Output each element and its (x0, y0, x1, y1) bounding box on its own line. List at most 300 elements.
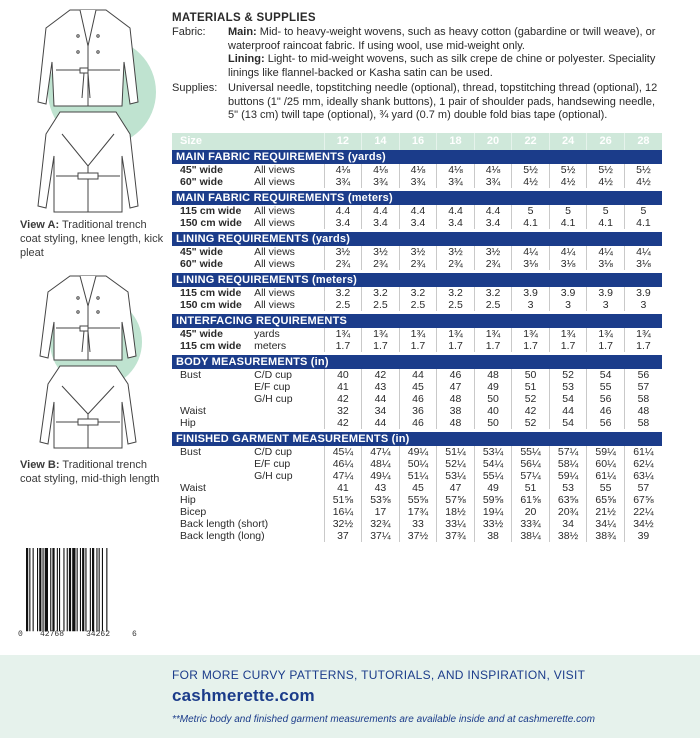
table-cell: 5 (587, 205, 625, 217)
table-cell: 51¼ (437, 446, 475, 458)
barcode-bar (33, 548, 34, 631)
table-cell: 46 (587, 405, 625, 417)
barcode-bar (85, 548, 86, 631)
table-row (172, 217, 662, 229)
table-cell: 61¼ (624, 446, 662, 458)
row-sublabel: C/D cup (254, 445, 293, 458)
view-b-desc: Traditional trench coat styling, mid-thigh length (20, 459, 160, 485)
table-cell: 20 (512, 506, 550, 518)
section-title: LINING REQUIREMENTS (yards) (172, 232, 662, 246)
main-fabric-line (228, 26, 662, 53)
table-cell: 48 (437, 417, 475, 429)
barcode-digit-start: 0 (18, 630, 23, 639)
row-label: Hip (180, 416, 196, 429)
table-cell: 40 (324, 369, 362, 381)
table-cell: 44 (362, 393, 400, 405)
table-cell: 3⅛ (512, 258, 550, 270)
table-row (172, 470, 662, 482)
size-label: Size (172, 133, 254, 150)
table-cell: 2¾ (399, 258, 437, 270)
size-header-cell: 14 (362, 133, 400, 150)
table-cell: 46¼ (324, 458, 362, 470)
table-cell: 60¼ (587, 458, 625, 470)
row-label: 150 cm wide (180, 298, 242, 311)
table-cell: 4½ (512, 176, 550, 188)
table-cell: 32¾ (362, 518, 400, 530)
table-cell: 58 (624, 417, 662, 429)
table-cell: 21½ (587, 506, 625, 518)
barcode-bar (92, 548, 94, 631)
table-cell: 55⅝ (399, 494, 437, 506)
section-header-row (172, 432, 662, 446)
section-title: MAIN FABRIC REQUIREMENTS (yards) (172, 150, 662, 164)
table-cell: 4.1 (587, 217, 625, 229)
barcode-bar (29, 548, 30, 631)
view-a-caption (20, 218, 170, 260)
row-sublabel: All views (254, 245, 295, 258)
row-label: Bicep (180, 505, 207, 518)
table-cell: 38½ (549, 530, 587, 542)
table-cell: 3⅛ (624, 258, 662, 270)
table-cell: 57⅝ (437, 494, 475, 506)
table-cell: 34 (549, 518, 587, 530)
table-cell: 3.9 (549, 287, 587, 299)
table-cell: 3½ (474, 246, 512, 258)
table-cell: 52 (512, 417, 550, 429)
row-label (172, 458, 254, 470)
row-label: 115 cm wide (180, 204, 242, 217)
barcode-bar (90, 548, 91, 631)
row-label: Waist (180, 404, 206, 417)
section-header-row (172, 355, 662, 369)
table-cell: 50 (474, 393, 512, 405)
table-cell: 51⅝ (324, 494, 362, 506)
footer-site-link[interactable]: cashmerette.com (172, 686, 315, 705)
table-cell: 56 (624, 369, 662, 381)
table-cell: 1.7 (437, 340, 475, 352)
barcode-bar (82, 548, 84, 631)
table-cell: 4.4 (474, 205, 512, 217)
section-title: BODY MEASUREMENTS (in) (172, 355, 662, 369)
view-b-title: View B: (20, 459, 60, 471)
row-sublabel: All views (254, 163, 295, 176)
section-header-row (172, 232, 662, 246)
row-sublabel (254, 482, 324, 494)
section-title: LINING REQUIREMENTS (meters) (172, 273, 662, 287)
table-cell: 47 (437, 381, 475, 393)
table-cell: 17 (362, 506, 400, 518)
row-sublabel: G/H cup (254, 469, 293, 482)
table-cell: 4.1 (549, 217, 587, 229)
row-sublabel (254, 417, 324, 429)
section-header-row (172, 150, 662, 164)
table-cell: 3.2 (362, 287, 400, 299)
table-cell: 3.2 (474, 287, 512, 299)
table-cell: 3.2 (399, 287, 437, 299)
table-cell: 1.7 (587, 340, 625, 352)
table-cell: 3⅛ (549, 258, 587, 270)
row-label: Bust (180, 368, 202, 381)
table-cell: 47¼ (362, 446, 400, 458)
table-cell: 46 (399, 417, 437, 429)
table-row (172, 246, 662, 258)
view-a-illustration (18, 6, 158, 216)
table-row (172, 518, 662, 530)
table-cell: 59⅝ (474, 494, 512, 506)
table-cell: 5 (624, 205, 662, 217)
fabric-row (172, 26, 662, 80)
row-sublabel: All views (254, 175, 295, 188)
table-cell: 4.4 (362, 205, 400, 217)
barcode-bar (59, 548, 60, 631)
section-header-row (172, 314, 662, 328)
table-cell: 1¾ (437, 328, 475, 340)
table-row (172, 287, 662, 299)
table-cell: 51 (512, 482, 550, 494)
table-cell: 5½ (587, 164, 625, 176)
table-cell: 33¼ (437, 518, 475, 530)
table-row (172, 328, 662, 340)
table-row (172, 482, 662, 494)
table-row (172, 530, 662, 542)
table-cell: 18½ (437, 506, 475, 518)
table-cell: 3.4 (324, 217, 362, 229)
row-sublabel: meters (254, 339, 287, 352)
size-header-cell: 16 (399, 133, 437, 150)
barcode-bar (50, 548, 51, 631)
table-cell: 50 (512, 369, 550, 381)
table-cell: 48 (437, 393, 475, 405)
table-cell: 55¼ (474, 470, 512, 482)
table-cell: 3¾ (324, 176, 362, 188)
right-column (172, 12, 662, 542)
row-sublabel: G/H cup (254, 392, 293, 405)
row-sublabel: All views (254, 257, 295, 270)
table-cell: 3½ (362, 246, 400, 258)
table-cell: 3.4 (362, 217, 400, 229)
left-column (0, 0, 170, 655)
table-cell: 3.2 (324, 287, 362, 299)
table-cell: 2.5 (399, 299, 437, 311)
section-header-row (172, 273, 662, 287)
table-cell: 3 (549, 299, 587, 311)
size-header-cell: 24 (549, 133, 587, 150)
table-cell: 2¾ (474, 258, 512, 270)
row-label: Back length (short) (180, 517, 269, 530)
table-cell: 4.4 (324, 205, 362, 217)
table-cell: 3½ (437, 246, 475, 258)
row-label (172, 381, 254, 393)
row-label: 115 cm wide (180, 286, 242, 299)
table-cell: 1.7 (474, 340, 512, 352)
table-cell: 4⅛ (437, 164, 475, 176)
table-cell: 38¾ (587, 530, 625, 542)
table-cell: 39 (624, 530, 662, 542)
table-row (172, 176, 662, 188)
main-text: Mid- to heavy-weight wovens, such as heavy cotton (gabardine or twill weave), or waterproof raincoat fabric. If using wool, use mid-weight only. (228, 26, 656, 52)
lining-text: Light- to mid-weight wovens, such as silk crepe de chine or polyester. Speciality linings like flannel-backed or Kasha satin can be used. (228, 53, 656, 79)
footer-promo: FOR MORE CURVY PATTERNS, TUTORIALS, AND INSPIRATION, VISIT (172, 668, 586, 682)
table-cell: 50 (474, 417, 512, 429)
table-cell: 2.5 (437, 299, 475, 311)
table-cell: 63⅝ (549, 494, 587, 506)
barcode-digit-end: 6 (132, 630, 137, 639)
table-cell: 57¼ (549, 446, 587, 458)
table-cell: 2.5 (474, 299, 512, 311)
row-label: Back length (long) (180, 529, 265, 542)
table-cell: 45 (399, 482, 437, 494)
table-cell: 49 (474, 381, 512, 393)
table-cell: 33 (399, 518, 437, 530)
table-cell: 1¾ (362, 328, 400, 340)
table-cell: 1.7 (399, 340, 437, 352)
table-cell: 4⅛ (324, 164, 362, 176)
table-cell: 37¼ (362, 530, 400, 542)
barcode-digits-left: 42768 (40, 630, 65, 639)
supplies-text: Universal needle, topstitching needle (optional), thread, topstitching thread (optional), 12 buttons (1" /25 mm, ideally shank buttons), 1 pair of shoulder pads, handsewing needle, 5" (13 cm) twill tape (optional), ¾ yard (0.7 m) double fold bias tape (optional). (228, 82, 658, 121)
table-cell: 2¾ (437, 258, 475, 270)
materials-title: MATERIALS & SUPPLIES (172, 12, 316, 24)
row-sublabel: All views (254, 204, 295, 217)
table-row (172, 340, 662, 352)
row-sublabel (254, 405, 324, 417)
row-sublabel: C/D cup (254, 368, 293, 381)
table-cell: 43 (362, 381, 400, 393)
table-cell: 53 (549, 482, 587, 494)
table-cell: 37 (324, 530, 362, 542)
supplies-row (172, 82, 662, 123)
table-cell: 46 (399, 393, 437, 405)
table-cell: 5½ (624, 164, 662, 176)
table-cell: 48 (624, 405, 662, 417)
size-chart-table (172, 133, 662, 542)
barcode-bar (72, 548, 75, 631)
table-cell: 5½ (512, 164, 550, 176)
table-cell: 44 (549, 405, 587, 417)
row-label: 45" wide (180, 245, 223, 258)
table-cell: 62¼ (624, 458, 662, 470)
row-sublabel: E/F cup (254, 380, 291, 393)
table-cell: 2¾ (362, 258, 400, 270)
table-cell: 45¼ (324, 446, 362, 458)
table-cell: 49 (474, 482, 512, 494)
table-cell: 54 (587, 369, 625, 381)
table-cell: 42 (324, 417, 362, 429)
table-cell: 20¾ (549, 506, 587, 518)
size-header-spacer (254, 133, 324, 150)
barcode-bar (102, 548, 103, 631)
table-cell: 53 (549, 381, 587, 393)
table-row (172, 369, 662, 381)
table-cell: 4.1 (512, 217, 550, 229)
table-cell: 3¾ (474, 176, 512, 188)
table-cell: 38 (474, 530, 512, 542)
table-cell: 5 (549, 205, 587, 217)
row-label: 45" wide (180, 163, 223, 176)
table-cell: 3.4 (474, 217, 512, 229)
table-cell: 1.7 (624, 340, 662, 352)
size-header-cell: 28 (624, 133, 662, 150)
table-cell: 57 (624, 381, 662, 393)
barcode-bar (99, 548, 100, 631)
section-title: INTERFACING REQUIREMENTS (172, 314, 662, 328)
table-row (172, 417, 662, 429)
table-cell: 3¾ (362, 176, 400, 188)
table-cell: 3¾ (399, 176, 437, 188)
table-cell: 1.7 (512, 340, 550, 352)
row-label: Hip (180, 493, 196, 506)
size-header-cell: 20 (474, 133, 512, 150)
footer-metric-note: **Metric body and finished garment measurements are available inside and at cashmerette.com (172, 714, 595, 725)
table-row (172, 258, 662, 270)
section-title: FINISHED GARMENT MEASUREMENTS (in) (172, 432, 662, 446)
table-cell: 53¼ (437, 470, 475, 482)
fabric-label: Fabric: (172, 26, 206, 38)
table-cell: 3.9 (624, 287, 662, 299)
table-cell: 36 (399, 405, 437, 417)
row-label: 60" wide (180, 175, 223, 188)
table-cell: 56 (587, 417, 625, 429)
barcode-bar (77, 548, 78, 631)
size-header-cell: 12 (324, 133, 362, 150)
table-cell: 51¼ (399, 470, 437, 482)
table-row (172, 164, 662, 176)
supplies-label: Supplies: (172, 82, 218, 94)
table-cell: 1.7 (362, 340, 400, 352)
barcode-bar (52, 548, 54, 631)
row-label: 115 cm wide (180, 339, 242, 352)
table-cell: 49¼ (399, 446, 437, 458)
table-cell: 54 (549, 417, 587, 429)
barcode-bar (80, 548, 81, 631)
fabric-text (228, 26, 662, 80)
table-cell: 4½ (587, 176, 625, 188)
table-cell: 55¼ (512, 446, 550, 458)
barcode-bar (43, 548, 44, 631)
table-cell: 3½ (399, 246, 437, 258)
barcode-bar (106, 548, 107, 631)
table-cell: 37¾ (437, 530, 475, 542)
table-cell: 52 (512, 393, 550, 405)
table-cell: 48 (474, 369, 512, 381)
table-cell: 4½ (624, 176, 662, 188)
table-cell: 42 (362, 369, 400, 381)
table-cell: 3.4 (399, 217, 437, 229)
row-sublabel: All views (254, 298, 295, 311)
footer (0, 655, 700, 738)
barcode-bar (37, 548, 38, 631)
table-cell: 47¼ (324, 470, 362, 482)
barcode-bar (39, 548, 41, 631)
table-cell: 44 (362, 417, 400, 429)
table-row (172, 506, 662, 518)
table-cell: 48¼ (362, 458, 400, 470)
table-cell: 34¼ (587, 518, 625, 530)
barcode-bar (45, 548, 48, 631)
table-cell: 3⅛ (587, 258, 625, 270)
table-cell: 4⅛ (474, 164, 512, 176)
table-cell: 57 (624, 482, 662, 494)
size-header-cell: 26 (587, 133, 625, 150)
table-cell: 3 (624, 299, 662, 311)
table-cell: 33½ (474, 518, 512, 530)
row-label: Bust (180, 445, 202, 458)
table-cell: 41 (324, 482, 362, 494)
main-label: Main: (228, 26, 257, 38)
row-label: 150 cm wide (180, 216, 242, 229)
table-cell: 16¼ (324, 506, 362, 518)
barcode-bar (69, 548, 71, 631)
table-cell: 42 (512, 405, 550, 417)
size-header-cell: 18 (437, 133, 475, 150)
row-sublabel: All views (254, 216, 295, 229)
barcode-bar (57, 548, 58, 631)
table-cell: 4.1 (624, 217, 662, 229)
table-cell: 58 (624, 393, 662, 405)
table-cell: 1¾ (324, 328, 362, 340)
size-chart-body (172, 133, 662, 542)
section-header-row (172, 191, 662, 205)
lining-fabric-line (228, 53, 662, 80)
table-cell: 43 (362, 482, 400, 494)
barcode-digits-right: 34262 (86, 630, 111, 639)
table-cell: 2.5 (362, 299, 400, 311)
table-cell: 32½ (324, 518, 362, 530)
row-sublabel (254, 494, 324, 506)
table-cell: 19¼ (474, 506, 512, 518)
barcode-bar (96, 548, 97, 631)
barcode-bar (26, 548, 28, 631)
row-label (172, 393, 254, 405)
table-cell: 67⅝ (624, 494, 662, 506)
table-cell: 4.4 (437, 205, 475, 217)
table-cell: 1¾ (624, 328, 662, 340)
table-cell: 44 (399, 369, 437, 381)
table-cell: 57¼ (512, 470, 550, 482)
table-cell: 61¼ (587, 470, 625, 482)
table-row (172, 446, 662, 458)
size-header-row (172, 133, 662, 150)
table-cell: 52 (549, 369, 587, 381)
table-cell: 4¼ (549, 246, 587, 258)
table-cell: 2¾ (324, 258, 362, 270)
table-cell: 4½ (549, 176, 587, 188)
table-cell: 63¼ (624, 470, 662, 482)
row-label: 45" wide (180, 327, 223, 340)
row-label: Waist (180, 481, 206, 494)
row-label (172, 470, 254, 482)
barcode-bar (67, 548, 68, 631)
table-cell: 32 (324, 405, 362, 417)
table-cell: 37½ (399, 530, 437, 542)
table-cell: 47 (437, 482, 475, 494)
table-cell: 4¼ (624, 246, 662, 258)
table-cell: 4⅛ (399, 164, 437, 176)
table-cell: 1.7 (324, 340, 362, 352)
table-cell: 53¼ (474, 446, 512, 458)
row-label: 60" wide (180, 257, 223, 270)
table-cell: 1¾ (474, 328, 512, 340)
row-sublabel: yards (254, 327, 280, 340)
table-row (172, 494, 662, 506)
table-cell: 17¾ (399, 506, 437, 518)
table-cell: 56¼ (512, 458, 550, 470)
section-title: MAIN FABRIC REQUIREMENTS (meters) (172, 191, 662, 205)
table-cell: 3.9 (512, 287, 550, 299)
table-cell: 3¾ (437, 176, 475, 188)
table-cell: 45 (399, 381, 437, 393)
materials-section (172, 12, 662, 123)
